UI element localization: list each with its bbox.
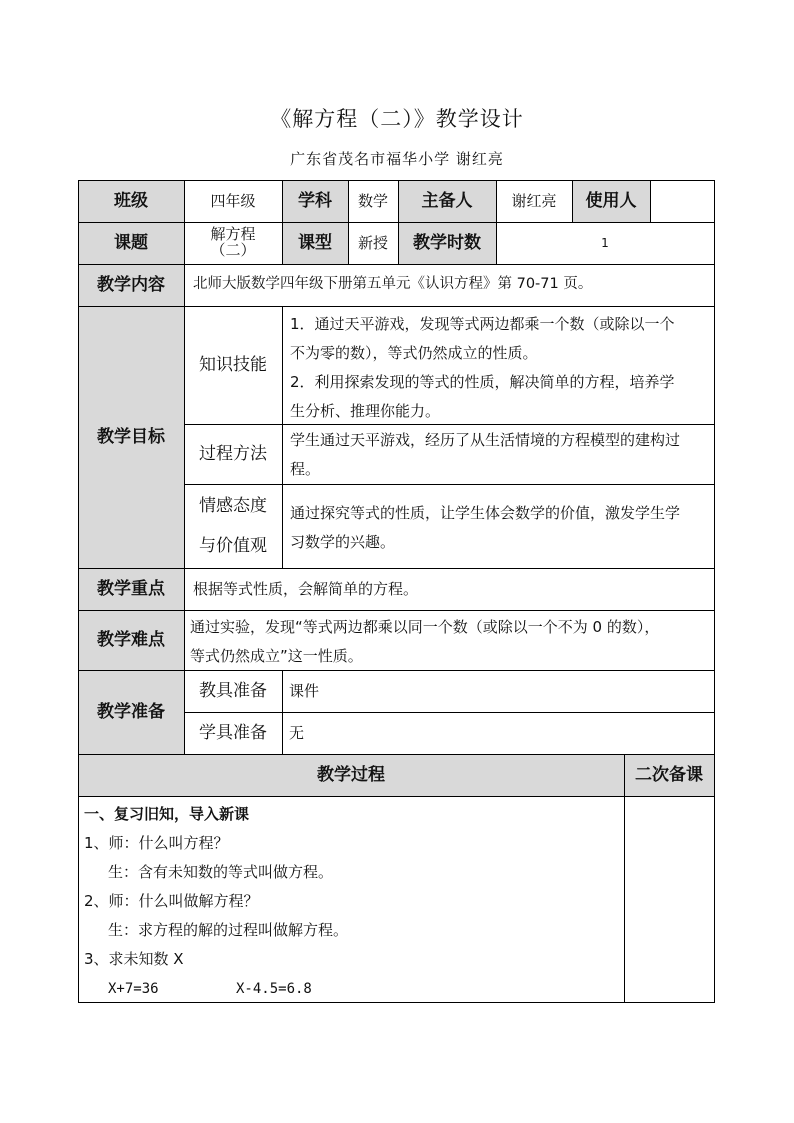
content-value: 北师大版数学四年级下册第五单元《认识方程》第 70-71 页。 [193,276,593,293]
preparer-value: 谢红亮 [511,192,557,210]
second-prep-label: 二次备课 [635,764,703,785]
process-header-label: 教学过程 [317,764,385,785]
content-label: 教学内容 [97,274,165,295]
teacher-prep-value: 课件 [289,682,320,700]
document-title: 《解方程（二）》教学设计 [270,107,524,131]
type-label: 课型 [298,232,332,253]
topic-value [184,222,282,264]
key-points-value: 根据等式性质，会解简单的方程。 [193,580,419,598]
answer-2: 生：求方程的解的过程叫做解方程。 [108,921,349,939]
equation-2: X-4.5=6.8 [236,981,312,997]
question-3: 3、求未知数 X [84,950,184,968]
question-2: 2、师：什么叫做解方程？ [84,892,259,910]
subject-value: 数学 [357,192,388,210]
equation-1: X+7=36 [108,981,159,997]
class-value: 四年级 [210,192,256,210]
section-heading: 一、复习旧知，导入新课 [84,805,250,823]
topic-value-line2: （二） [210,241,256,259]
knowledge-line3: 2．利用探索发现的等式的性质，解决简单的方程，培养学 [290,373,675,391]
topic-value-line1: 解方程 [210,225,256,244]
question-1: 1、师：什么叫方程？ [84,834,229,852]
process-label: 过程方法 [199,443,267,464]
type-value: 新授 [357,234,388,252]
process-line2: 程。 [290,460,321,478]
table-border [714,180,715,1003]
knowledge-label: 知识技能 [199,354,267,375]
preparation-label: 教学准备 [97,701,165,722]
knowledge-line2: 不为零的数），等式仍然成立的性质。 [290,344,538,362]
emotion-line2: 习数学的兴趣。 [290,533,396,551]
answer-1: 生：含有未知数的等式叫做方程。 [108,863,334,881]
document-subtitle: 广东省茂名市福华小学 谢红亮 [290,150,504,168]
hours-label: 教学时数 [413,232,481,253]
table-border [650,180,651,222]
emotion-label-line2: 与价值观 [199,536,267,556]
goals-label: 教学目标 [97,426,165,447]
table-border [282,306,283,568]
teacher-prep-label: 教具准备 [199,680,267,701]
preparer-label: 主备人 [421,190,473,211]
process-line1: 学生通过天平游戏，经历了从生活情境的方程模型的建构过 [290,431,681,449]
difficulties-line2: 等式仍然成立”这一性质。 [190,647,363,665]
student-prep-label: 学具准备 [199,722,267,743]
hours-value: 1 [601,235,609,250]
knowledge-line4: 生分析、推理你能力。 [290,402,441,420]
table-border [78,796,715,797]
emotion-line1: 通过探究等式的性质，让学生体会数学的价值，激发学生学 [290,504,681,522]
table-border [78,1002,715,1003]
emotion-label-line1: 情感态度 [199,496,267,516]
difficulties-line1: 通过实验，发现“等式两边都乘以同一个数（或除以一个不为 0 的数）， [190,618,660,636]
user-label: 使用人 [585,190,637,211]
difficulties-label: 教学难点 [97,629,165,650]
student-prep-value: 无 [289,724,305,742]
knowledge-line1: 1．通过天平游戏，发现等式两边都乘一个数（或除以一个 [290,315,675,333]
subject-label: 学科 [298,190,332,211]
emotion-label [184,484,282,568]
key-points-label: 教学重点 [97,578,165,599]
class-label: 班级 [114,190,148,211]
topic-label: 课题 [114,232,148,253]
